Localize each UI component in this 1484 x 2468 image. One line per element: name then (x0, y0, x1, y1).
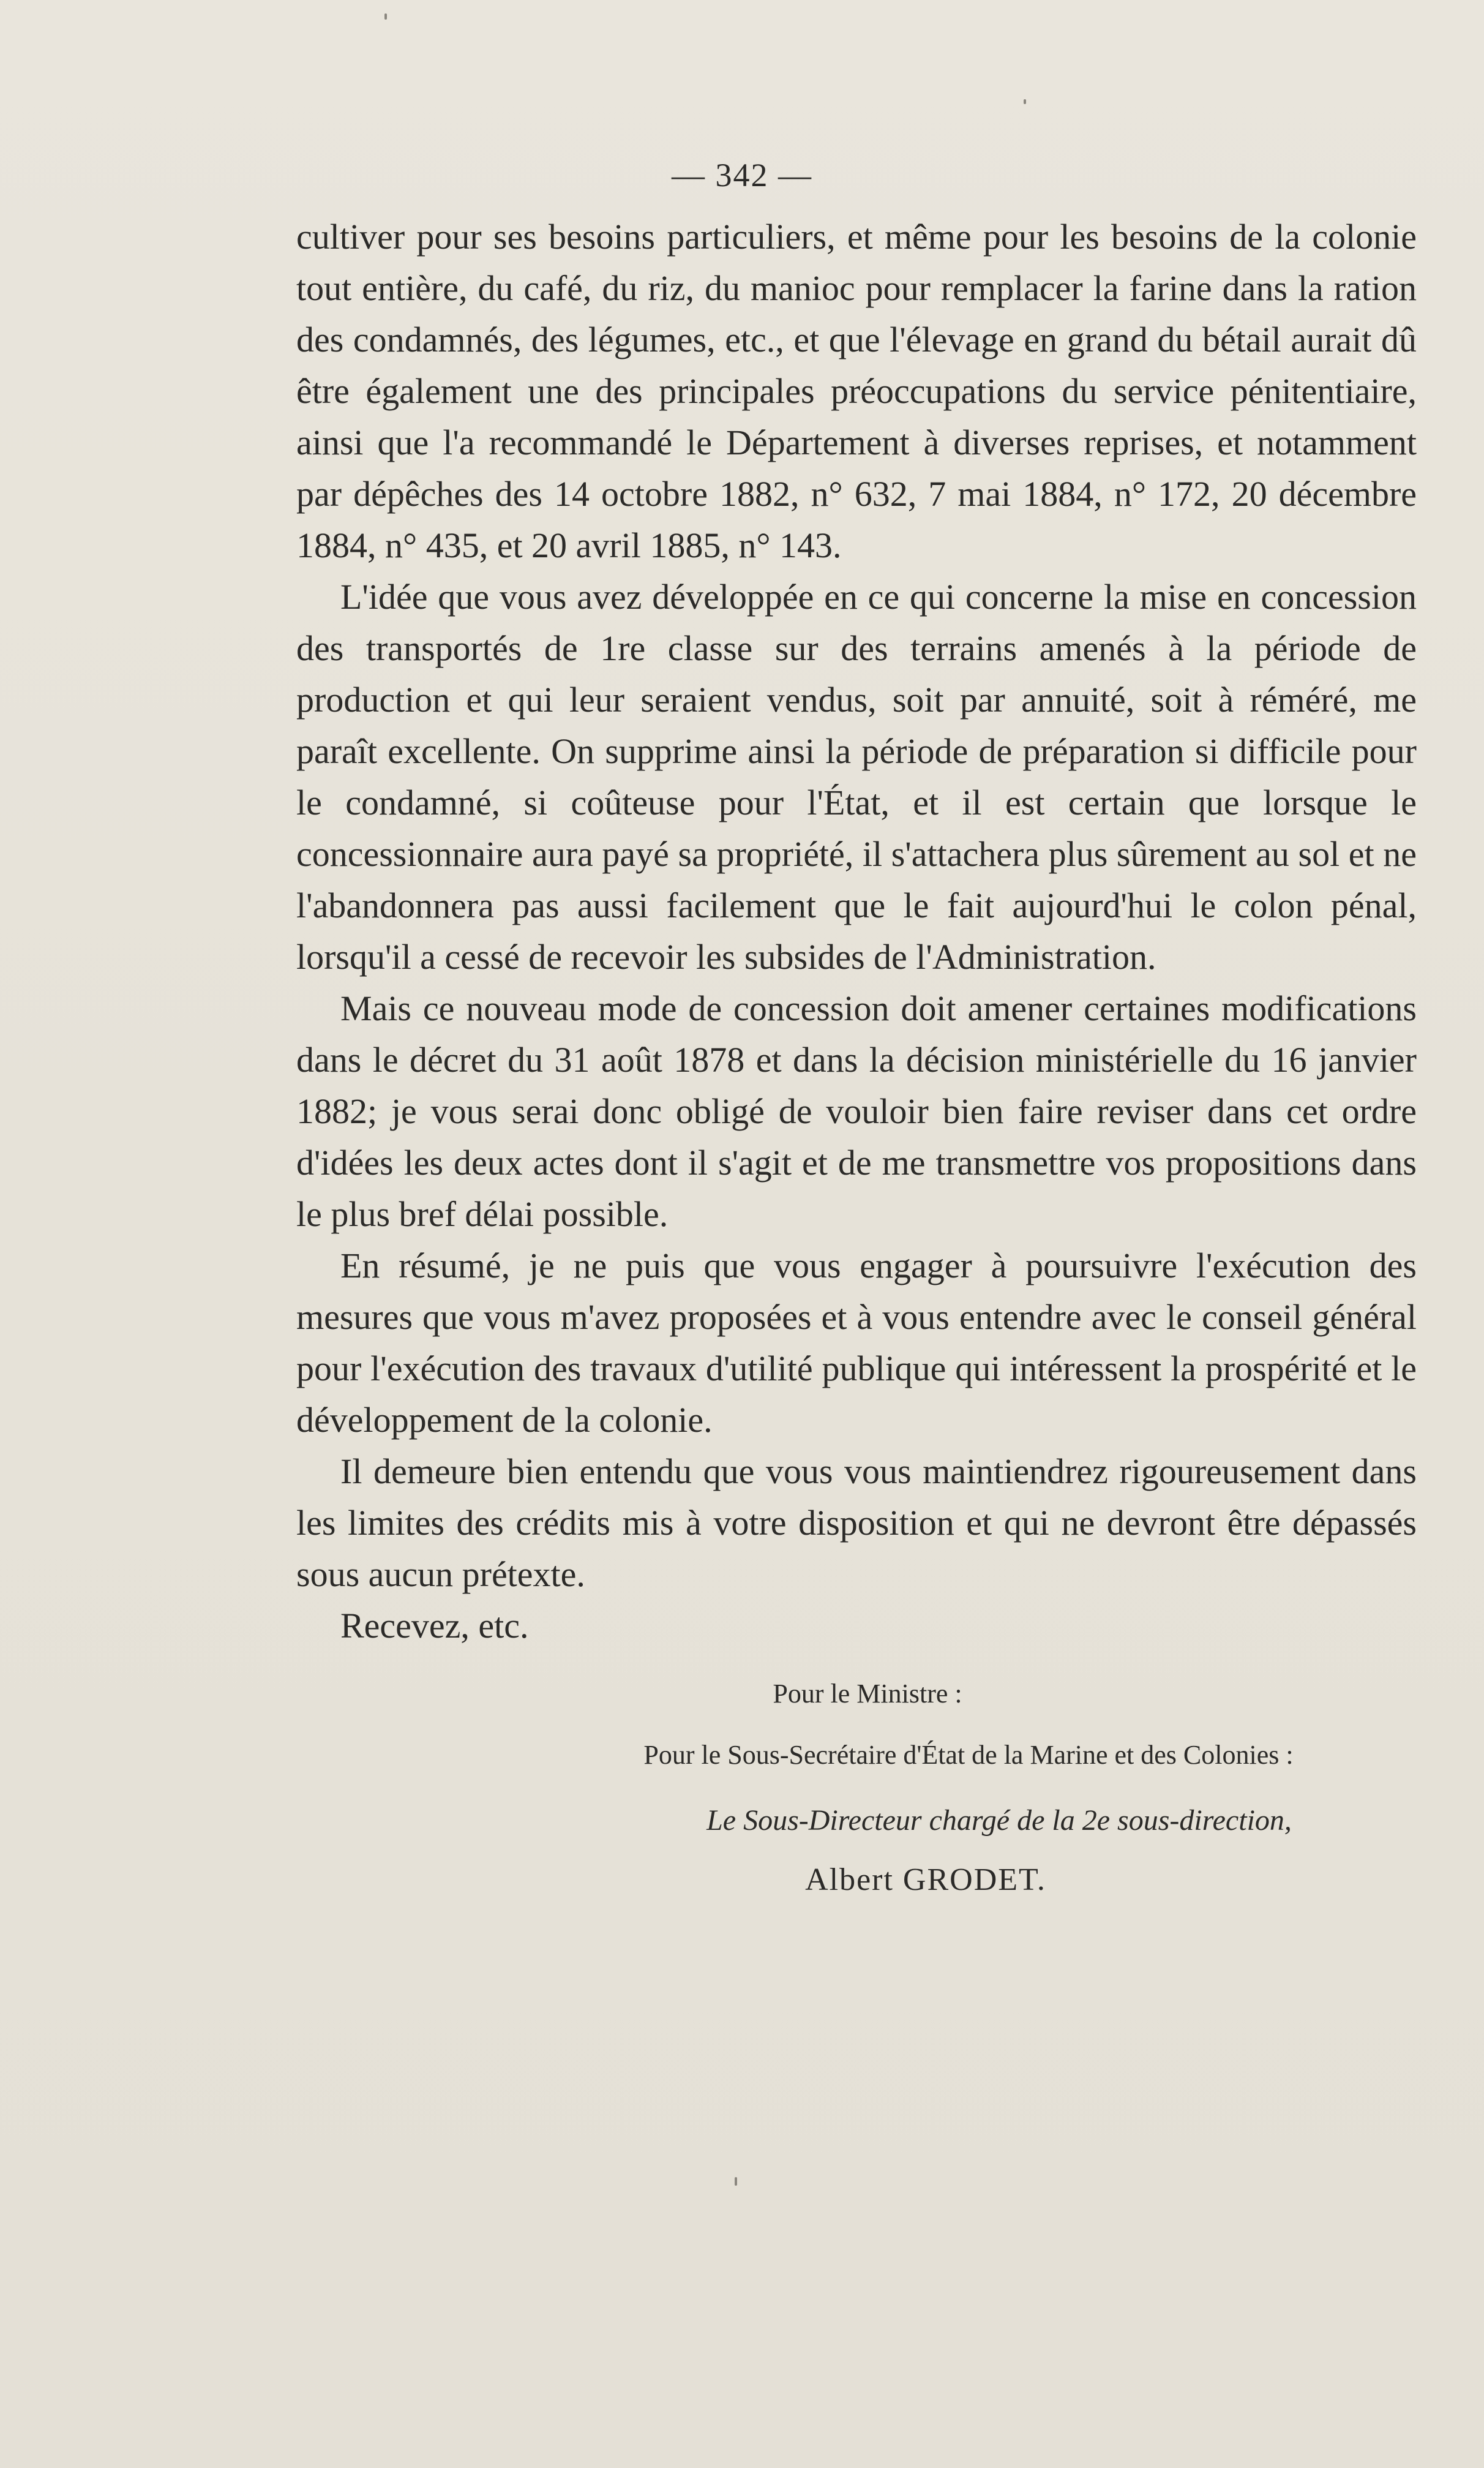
paragraph-concession-idea: L'idée que vous avez développée en ce qui concerne la mise en concession des transportés de 1re classe sur des terrains amenés à la période de production et qui leur seraient vendus, soit par annuité, soit à réméré, me paraît excellente. On supprime ainsi la période de préparation si difficile pour le condamné, si coûteuse pour l'État, et il est certain que lorsque le concessionnaire aura payé sa propriété, il s'attachera plus sûrement au sol et ne l'abandonnera pas aussi facilement que le fait aujourd'hui le colon pénal, lorsqu'il a cessé de recevoir les subsides de l'Administration. (296, 577, 1417, 977)
paragraph-continuation: cultiver pour ses besoins particuliers, et même pour les besoins de la colonie tout entière, du café, du riz, du manioc pour remplacer la farine dans la ration des condamnés, des légumes, etc., et que l'élevage en grand du bétail aurait dû être également une des principales préoccupations du service pénitentiaire, ainsi que l'a recommandé le Département à diverses reprises, et notamment par dépêches des 14 octobre 1882, n° 632, 7 mai 1884, n° 172, 20 décembre 1884, n° 435, et 20 avril 1885, n° 143. (296, 217, 1417, 565)
signature-for-under-secretary: Pour le Sous-Secrétaire d'État de la Marine et des Colonies : (643, 1740, 1294, 1770)
paragraph-credit-limits: Il demeure bien entendu que vous vous maintiendrez rigoureusement dans les limites des crédits mis à votre disposition et qui ne devront être dépassés sous aucun prétexte. (296, 1451, 1417, 1594)
paragraph-summary: En résumé, je ne puis que vous engager à poursuivre l'exécution des mesures que vous m'avez proposées et à vous entendre avec le conseil général pour l'exécution des travaux d'utilité publique qui intéressent la prospérité et le développement de la colonie. (296, 1246, 1417, 1440)
paper-speck (1024, 99, 1026, 104)
body-text (296, 211, 1417, 1652)
signature-name: Albert GRODET. (805, 1862, 1046, 1897)
paper-speck (735, 2177, 737, 2186)
paragraph-decree-modification: Mais ce nouveau mode de concession doit amener certaines modifications dans le décret du 31 août 1878 et dans la décision ministérielle du 16 janvier 1882; je vous serai donc obligé de vouloir bien faire reviser dans cet ordre d'idées les deux actes dont il s'agit et de me transmettre vos propositions dans le plus bref délai possible. (296, 988, 1417, 1234)
page-number: — 342 — (672, 157, 812, 194)
paragraph-closing: Recevez, etc. (340, 1606, 529, 1646)
signature-for-minister: Pour le Ministre : (773, 1679, 962, 1709)
paper-speck (384, 13, 387, 20)
signature-sub-director-title: Le Sous-Directeur chargé de la 2e sous-direction, (706, 1804, 1292, 1837)
